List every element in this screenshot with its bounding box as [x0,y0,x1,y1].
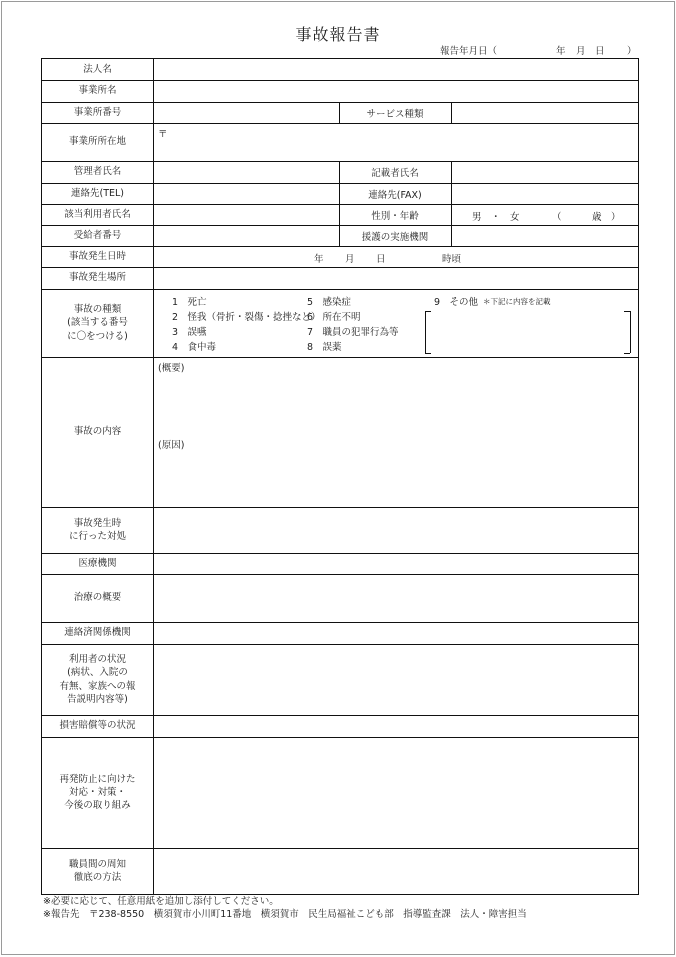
incident-type-option: 2 怪我（骨折・裂傷・捻挫など） [172,312,321,323]
datetime-day: 日 [376,254,386,265]
incident-content-label: 事故の内容 [73,426,122,438]
incident-type-option: 6 所在不明 [307,312,361,323]
age-unit: 歳 [592,212,602,223]
document-title: 事故報告書 [295,25,381,44]
prevention-label-line: 対応・対策・ [68,786,126,798]
incident-type-option: 3 誤嚥 [172,327,207,338]
report-date-day: 日 [595,46,605,57]
sharing-label-line: 職員間の周知 [68,858,126,870]
report-date-month: 月 [576,46,586,57]
response-label-line: 事故発生時 [73,517,122,529]
incident-type-option: 9 その他 [434,297,479,308]
summary-label: (概要) [158,363,185,374]
gender-options: 男 ・ 女 [472,212,520,223]
other-note: ＊下記に内容を記載 [483,297,551,306]
incident-datetime-label: 事故発生日時 [68,250,126,262]
support-agency-label: 援護の実施機関 [361,231,429,243]
user-status-label-line: 利用者の状況 [68,653,126,665]
incident-type-label-line: (該当する番号 [67,317,128,329]
response-label [42,507,153,553]
report-page [1,1,675,955]
age-close: ） [611,212,621,223]
response-label-line: に行った対処 [68,531,126,542]
incident-type-option: 8 誤薬 [307,342,342,353]
age-open: （ [552,212,562,223]
sharing-label [42,848,153,894]
incident-type-option: 4 食中毒 [172,342,217,353]
gender-age-label: 性別・年齢 [371,210,419,222]
contact-fax-label: 連絡先(FAX) [368,189,422,201]
medical-institution-label: 医療機関 [78,557,117,569]
office-name-label: 事業所名 [78,85,117,97]
user-status-label-line: (病状、入院の [67,667,128,679]
incident-type-label-line: 事故の種類 [73,304,122,316]
contact-tel-label: 連絡先(TEL) [70,187,124,199]
incident-report-form [41,58,639,895]
recipient-number-label: 受給者番号 [73,229,122,241]
datetime-year: 年 [314,254,324,265]
datetime-time: 時頃 [442,254,462,265]
footnote: ※報告先 〒238-8550 横須賀市小川町11番地 横須賀市 民生局福祉こども部 指導監査課 法人・障害担当 [43,909,527,920]
incident-type-option: 7 職員の犯罪行為等 [307,327,399,338]
incident-type-option: 5 感染症 [307,297,352,308]
office-address-label: 事業所所在地 [68,136,126,148]
incident-type-label-line: に〇をつける) [67,330,128,342]
compensation-label: 損害賠償等の状況 [59,720,136,732]
footnote: ※必要に応じて、任意用紙を追加し添付してください。 [43,896,279,907]
prevention-label [42,737,153,848]
report-date-year: 年 [556,46,566,57]
office-number-label: 事業所番号 [73,106,122,118]
report-date-close: ） [627,46,637,57]
sharing-label-line: 徹底の方法 [73,872,122,883]
user-status-label [42,644,153,715]
datetime-month: 月 [345,254,355,265]
report-date-label: 報告年月日（ [440,46,498,57]
user-status-label-line: 有無、家族への報 [59,680,136,692]
incident-type-option: 1 死亡 [172,297,207,308]
treatment-summary-label: 治療の概要 [73,592,122,604]
user-status-label-line: 告説明内容等) [67,693,128,705]
corp-name-label: 法人名 [83,63,112,75]
prevention-label-line: 今後の取り組み [64,800,131,812]
incident-place-label: 事故発生場所 [68,272,126,284]
manager-name-label: 管理者氏名 [73,166,122,178]
contacted-agencies-label: 連絡済関係機関 [64,627,131,639]
prevention-label-line: 再発防止に向けた [59,773,136,785]
user-name-label: 該当利用者氏名 [64,208,131,220]
service-type-label: サービス種類 [366,108,424,120]
incident-type-label [42,289,153,357]
postal-mark: 〒 [158,129,168,140]
cause-label: (原因) [158,440,185,451]
footnotes [43,895,527,921]
writer-name-label: 記載者氏名 [371,168,419,179]
